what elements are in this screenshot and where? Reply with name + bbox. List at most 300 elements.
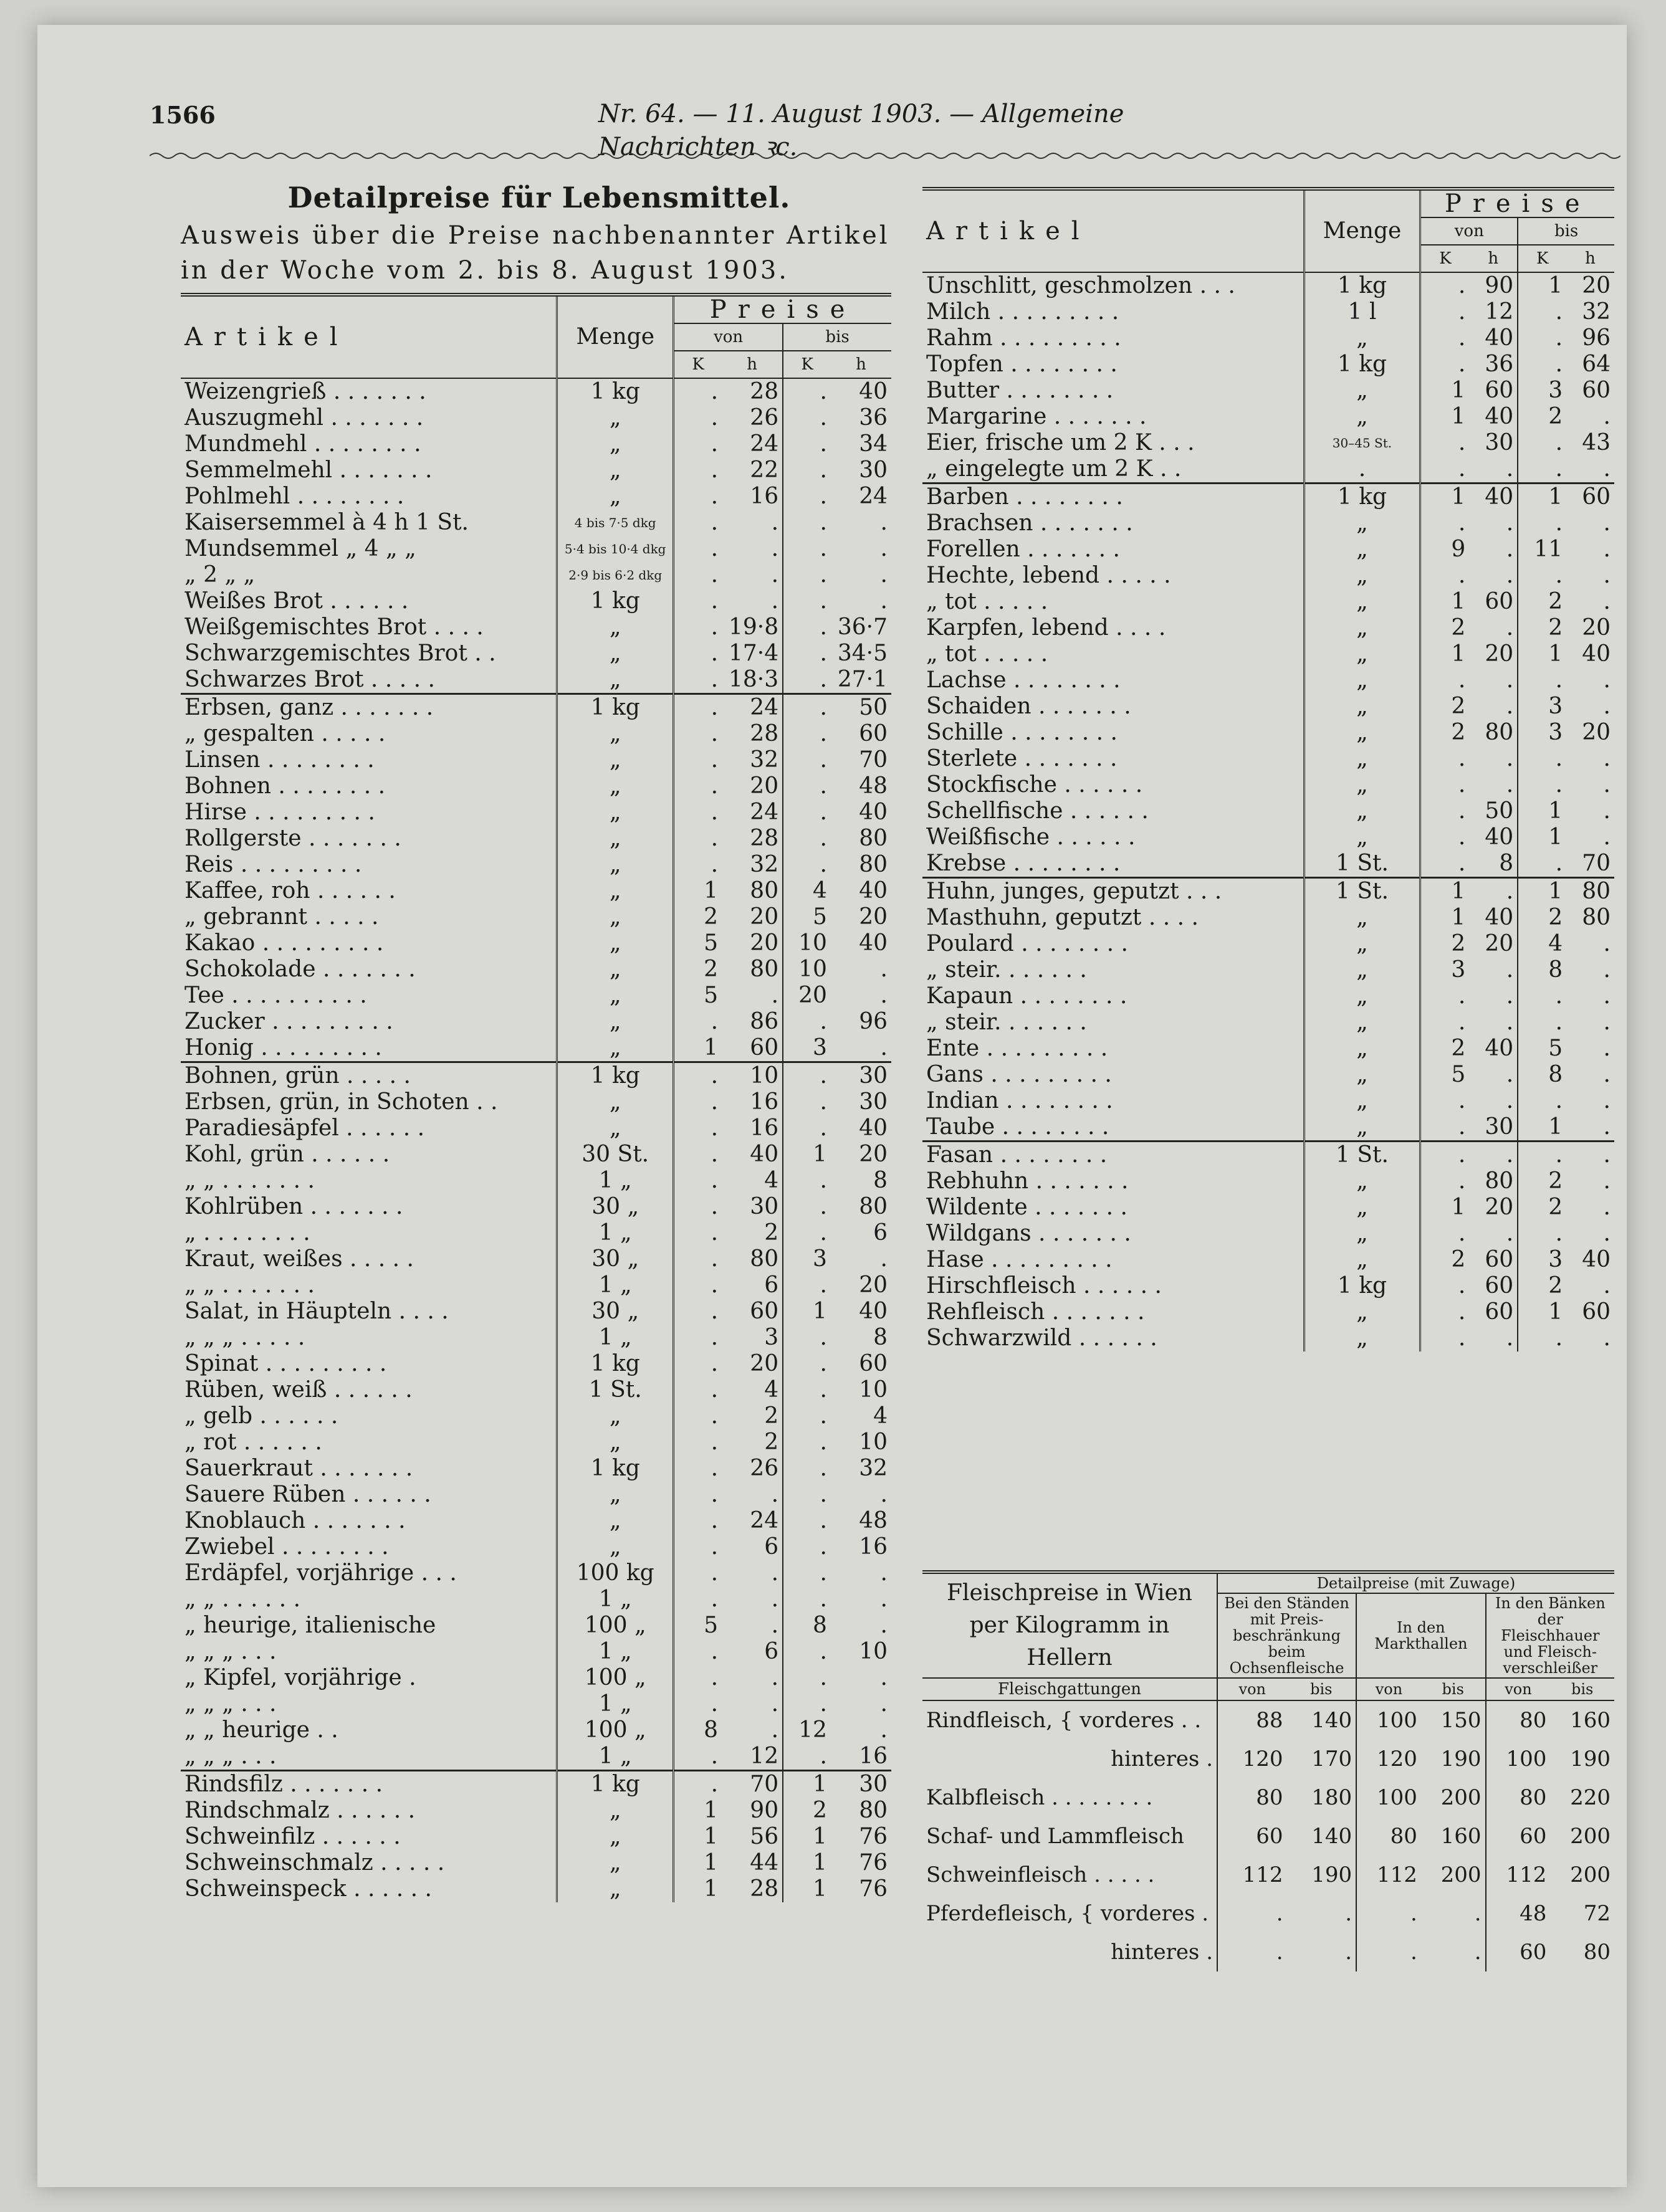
- table-row: [922, 851, 1614, 878]
- row-von-h: 20: [1469, 641, 1518, 667]
- row-artikel: Weißes Brot . . . . . .: [181, 588, 557, 614]
- meat-col-gattung: Fleischgattungen: [922, 1678, 1217, 1700]
- row-bis-h: .: [1603, 510, 1611, 536]
- row-von-h: 86: [722, 1009, 783, 1035]
- right-table-body: [922, 272, 1614, 1352]
- row-bis-h: .: [1603, 1325, 1611, 1351]
- row-von-h: 2: [722, 1220, 783, 1246]
- row-von-k: .: [1458, 983, 1466, 1009]
- table-row: [181, 484, 891, 510]
- table-row: [181, 1351, 891, 1377]
- row-von-h: 4: [722, 1377, 783, 1403]
- col-h: h: [1469, 245, 1518, 272]
- row-menge: „: [1304, 746, 1420, 772]
- meat-detail-head: Detailpreise (mit Zuwage): [1217, 1572, 1614, 1593]
- row-menge: „: [557, 1035, 674, 1062]
- row-menge: „: [557, 614, 674, 641]
- row-menge: 1 St.: [1304, 851, 1420, 878]
- meat-price: .: [1287, 1894, 1357, 1933]
- table-row: [922, 878, 1614, 905]
- row-artikel: „ gelb . . . . . .: [181, 1403, 557, 1429]
- row-menge: „: [1304, 1062, 1420, 1088]
- row-von-k: .: [1458, 798, 1466, 824]
- row-artikel: Pohlmehl . . . . . . . .: [181, 484, 557, 510]
- row-artikel: Lachse . . . . . . . .: [922, 667, 1304, 694]
- table-row: [181, 1560, 891, 1586]
- row-artikel: Kohlrüben . . . . . . .: [181, 1194, 557, 1220]
- row-bis-k: .: [820, 1665, 827, 1690]
- col-bis: bis: [783, 323, 891, 351]
- row-bis-h: 70: [1582, 851, 1611, 876]
- row-menge: „: [1304, 824, 1420, 851]
- row-von-k: .: [711, 1429, 719, 1455]
- row-menge: „: [557, 1534, 674, 1560]
- row-menge: „: [557, 1403, 674, 1429]
- table-row: [181, 510, 891, 536]
- table-row: [181, 1272, 891, 1299]
- row-artikel: „ steir. . . . . . .: [922, 957, 1304, 983]
- row-bis-k: .: [820, 1508, 827, 1533]
- row-artikel: Barben . . . . . . . .: [922, 484, 1304, 511]
- row-bis-h: 20: [1582, 720, 1611, 745]
- row-von-k: 2: [704, 956, 719, 982]
- meat-price: 220: [1570, 1785, 1611, 1810]
- row-bis-h: .: [1603, 404, 1611, 429]
- row-von-k: .: [1458, 299, 1466, 325]
- row-von-h: 24: [722, 799, 783, 826]
- row-artikel: Rindschmalz . . . . . .: [181, 1798, 557, 1824]
- row-menge: „: [557, 405, 674, 431]
- table-row: [181, 405, 891, 431]
- meat-price: .: [1421, 1894, 1486, 1933]
- row-menge: „: [1304, 615, 1420, 641]
- table-row: [922, 1194, 1614, 1221]
- row-von-h: 20: [1469, 1194, 1518, 1221]
- meat-price: 112: [1376, 1862, 1417, 1887]
- row-bis-k: 5: [1548, 1036, 1563, 1061]
- row-von-k: 5: [704, 930, 719, 956]
- meat-gattung: Schaf- und Lammfleisch: [922, 1817, 1217, 1856]
- row-von-k: .: [711, 799, 719, 825]
- row-artikel: Stockfische . . . . . .: [922, 772, 1304, 798]
- meat-price: 100: [1376, 1708, 1417, 1733]
- row-artikel: Rebhuhn . . . . . . .: [922, 1168, 1304, 1194]
- row-bis-h: .: [880, 983, 888, 1008]
- row-von-h: 20: [722, 1351, 783, 1377]
- row-artikel: Erdäpfel, vorjährige . . .: [181, 1560, 557, 1586]
- row-bis-k: .: [820, 1220, 827, 1246]
- row-von-h: .: [1469, 536, 1518, 563]
- row-menge: „: [1304, 720, 1420, 746]
- row-von-h: 40: [1469, 905, 1518, 931]
- row-von-h: 6: [722, 1534, 783, 1560]
- row-von-h: 4: [722, 1168, 783, 1194]
- row-bis-k: .: [820, 1534, 827, 1560]
- table-row: [922, 589, 1614, 615]
- row-von-h: 40: [1469, 1036, 1518, 1062]
- row-von-k: 2: [1451, 615, 1466, 641]
- row-bis-k: 2: [1548, 1273, 1563, 1299]
- row-artikel: „ heurige, italienische: [181, 1613, 557, 1639]
- row-artikel: Hase . . . . . . . . .: [922, 1247, 1304, 1273]
- row-von-h: .: [1469, 772, 1518, 798]
- col-k: K: [1420, 245, 1469, 272]
- row-von-k: .: [711, 1691, 719, 1717]
- row-von-h: .: [1469, 1221, 1518, 1247]
- row-bis-k: .: [820, 614, 827, 640]
- table-row: [922, 1273, 1614, 1299]
- col-k: K: [674, 351, 722, 378]
- row-von-k: .: [711, 1325, 719, 1350]
- row-menge: „: [557, 1429, 674, 1456]
- row-von-k: .: [711, 1115, 719, 1141]
- row-bis-k: .: [820, 852, 827, 877]
- row-menge: 100 „: [557, 1717, 674, 1743]
- row-bis-k: .: [820, 405, 827, 431]
- row-bis-h: 40: [859, 799, 888, 825]
- row-von-h: .: [722, 983, 783, 1009]
- row-von-k: .: [711, 667, 719, 692]
- row-bis-k: .: [820, 1403, 827, 1429]
- row-artikel: Knoblauch . . . . . . .: [181, 1508, 557, 1534]
- row-menge: „: [1304, 1168, 1420, 1194]
- row-menge: 1 „: [557, 1639, 674, 1665]
- row-von-h: 28: [722, 378, 783, 405]
- row-bis-k: .: [1555, 325, 1563, 351]
- row-menge: 1 „: [557, 1743, 674, 1771]
- table-row: [922, 1168, 1614, 1194]
- row-artikel: Huhn, junges, geputzt . . .: [922, 878, 1304, 905]
- row-von-h: 22: [722, 457, 783, 484]
- row-bis-h: 30: [859, 1089, 888, 1115]
- row-bis-h: 60: [1582, 1299, 1611, 1325]
- row-artikel: Semmelmehl . . . . . . .: [181, 457, 557, 484]
- row-von-h: 50: [1469, 798, 1518, 824]
- row-artikel: Schwarzgemischtes Brot . .: [181, 641, 557, 667]
- col-von: von: [674, 323, 783, 351]
- row-bis-k: 2: [1548, 905, 1563, 930]
- row-bis-h: 76: [859, 1850, 888, 1876]
- row-bis-h: .: [1603, 1009, 1611, 1035]
- row-von-h: 40: [1469, 824, 1518, 851]
- row-menge: „: [1304, 667, 1420, 694]
- row-menge: „: [557, 431, 674, 457]
- row-von-h: 3: [722, 1325, 783, 1351]
- row-von-k: .: [711, 1168, 719, 1193]
- row-bis-h: 24: [859, 484, 888, 509]
- row-von-h: .: [1469, 667, 1518, 694]
- row-menge: 1 St.: [1304, 878, 1420, 905]
- row-von-k: 5: [704, 1613, 719, 1638]
- row-bis-k: .: [820, 1115, 827, 1141]
- table-row: [922, 510, 1614, 536]
- row-bis-h: 20: [1582, 273, 1611, 298]
- row-bis-k: 1: [813, 1850, 827, 1876]
- row-von-k: 8: [704, 1717, 719, 1743]
- row-von-h: 32: [722, 852, 783, 878]
- row-bis-h: 96: [1582, 325, 1611, 351]
- row-von-h: 30: [722, 1194, 783, 1220]
- row-bis-k: 8: [1548, 1062, 1563, 1087]
- row-von-k: .: [711, 457, 719, 483]
- row-von-h: 24: [722, 694, 783, 722]
- row-menge: „: [557, 930, 674, 956]
- row-von-h: .: [1469, 1062, 1518, 1088]
- row-von-h: .: [1469, 1325, 1518, 1352]
- row-artikel: Rahm . . . . . . . . .: [922, 325, 1304, 351]
- table-row: [181, 930, 891, 956]
- row-bis-h: 48: [859, 1508, 888, 1533]
- row-bis-k: 3: [1548, 1247, 1563, 1272]
- row-bis-h: .: [1603, 1194, 1611, 1220]
- row-bis-h: .: [1603, 798, 1611, 824]
- row-bis-k: 2: [1548, 1194, 1563, 1220]
- row-bis-h: 80: [1566, 878, 1614, 905]
- table-row: [181, 1743, 891, 1771]
- row-menge: „: [1304, 510, 1420, 536]
- row-artikel: Weißgemischtes Brot . . . .: [181, 614, 557, 641]
- row-von-h: 80: [722, 1246, 783, 1272]
- row-bis-k: .: [820, 484, 827, 509]
- row-bis-k: 11: [1534, 536, 1563, 562]
- row-bis-k: .: [820, 1429, 827, 1455]
- row-von-k: .: [711, 1560, 719, 1586]
- row-bis-k: .: [1518, 1142, 1566, 1169]
- row-von-h: 28: [722, 1876, 783, 1902]
- meat-gattung: Pferdefleisch, { vorderes .: [922, 1894, 1217, 1933]
- table-row: [181, 667, 891, 694]
- row-artikel: Kraut, weißes . . . . .: [181, 1246, 557, 1272]
- row-bis-k: .: [820, 1586, 827, 1612]
- row-von-k: .: [1458, 273, 1466, 298]
- row-von-k: 1: [1451, 905, 1466, 930]
- row-bis-k: .: [1555, 1325, 1563, 1351]
- table-row: [181, 747, 891, 773]
- row-von-k: .: [1458, 1114, 1466, 1140]
- meat-price: 200: [1421, 1778, 1486, 1817]
- row-artikel: „ gespalten . . . . .: [181, 721, 557, 747]
- row-bis-k: .: [1555, 983, 1563, 1009]
- table-row: [922, 1894, 1614, 1933]
- row-bis-k: 1: [1548, 1299, 1563, 1325]
- row-von-h: 40: [1469, 404, 1518, 430]
- meat-price: 170: [1287, 1740, 1357, 1778]
- row-menge: „: [557, 1850, 674, 1876]
- table-row: [181, 1220, 891, 1246]
- row-bis-h: .: [1603, 983, 1611, 1009]
- row-bis-h: 20: [1582, 615, 1611, 641]
- table-row: [922, 563, 1614, 589]
- row-bis-h: 80: [859, 1194, 888, 1219]
- row-von-k: .: [711, 562, 719, 588]
- row-bis-h: 16: [859, 1534, 888, 1560]
- table-row: [922, 641, 1614, 667]
- row-von-k: .: [1458, 351, 1466, 377]
- row-menge: „: [557, 457, 674, 484]
- row-bis-k: 1: [1548, 824, 1563, 850]
- col-preise: Preise: [1420, 189, 1614, 217]
- row-artikel: Hirse . . . . . . . . .: [181, 799, 557, 826]
- table-row: [181, 1876, 891, 1902]
- row-von-h: .: [1469, 615, 1518, 641]
- meat-price: 160: [1570, 1708, 1611, 1733]
- row-artikel: Butter . . . . . . . .: [922, 378, 1304, 404]
- meat-col-von: von: [1217, 1678, 1287, 1700]
- row-bis-h: 76: [859, 1876, 888, 1902]
- row-von-k: .: [711, 1377, 719, 1403]
- table-row: [181, 1429, 891, 1456]
- row-von-k: 1: [1451, 378, 1466, 403]
- row-menge: 1 St.: [557, 1377, 674, 1403]
- row-menge: „: [557, 747, 674, 773]
- row-bis-k: .: [820, 799, 827, 825]
- row-bis-h: 80: [859, 826, 888, 851]
- row-bis-k: 1: [1548, 798, 1563, 824]
- row-bis-h: 60: [1566, 484, 1614, 511]
- table-row: [922, 1778, 1614, 1817]
- row-bis-k: 1: [813, 1824, 827, 1849]
- row-von-k: .: [711, 1089, 719, 1115]
- row-bis-h: 20: [859, 904, 888, 930]
- row-bis-h: 48: [859, 773, 888, 799]
- table-row: [922, 325, 1614, 351]
- meat-price: 190: [1421, 1740, 1486, 1778]
- row-von-h: .: [1469, 746, 1518, 772]
- table-row: [922, 1142, 1614, 1169]
- col-von: von: [1420, 217, 1518, 245]
- row-von-h: 80: [1469, 720, 1518, 746]
- row-menge: „: [557, 773, 674, 799]
- row-von-k: 2: [1451, 694, 1466, 719]
- row-von-h: 8: [1469, 851, 1518, 878]
- row-bis-h: 36·7: [837, 614, 888, 640]
- meat-price: 200: [1570, 1824, 1611, 1849]
- row-von-k: 1: [704, 1850, 719, 1876]
- row-bis-k: .: [783, 1062, 831, 1090]
- row-bis-k: .: [820, 1089, 827, 1115]
- row-von-k: 2: [1451, 1036, 1466, 1061]
- row-artikel: Schwarzes Brot . . . . .: [181, 667, 557, 694]
- row-von-k: .: [711, 1508, 719, 1533]
- table-row: [922, 1740, 1614, 1778]
- row-von-k: .: [1458, 746, 1466, 771]
- table-row: [181, 1115, 891, 1142]
- row-menge: „: [1304, 325, 1420, 351]
- meat-price: 80: [1390, 1824, 1417, 1849]
- row-menge: 1 kg: [557, 588, 674, 614]
- table-row: [181, 1089, 891, 1115]
- row-von-k: 1: [1451, 589, 1466, 614]
- table-row: [922, 905, 1614, 931]
- row-artikel: „ „ . . . . . .: [181, 1586, 557, 1613]
- row-artikel: Taube . . . . . . . .: [922, 1114, 1304, 1142]
- row-von-k: .: [711, 852, 719, 877]
- row-bis-k: 1: [1548, 641, 1563, 667]
- row-von-k: .: [711, 1351, 719, 1376]
- row-von-k: 3: [1451, 957, 1466, 983]
- row-menge: 1 „: [557, 1272, 674, 1299]
- meat-price: 190: [1287, 1856, 1357, 1894]
- table-row: [181, 694, 891, 722]
- table-row: [181, 1062, 891, 1090]
- row-bis-k: .: [820, 1482, 827, 1507]
- row-menge: „: [557, 878, 674, 904]
- row-von-h: .: [722, 510, 783, 536]
- row-artikel: Reis . . . . . . . . .: [181, 852, 557, 878]
- right-price-table: [922, 187, 1614, 1352]
- row-artikel: Schweinspeck . . . . . .: [181, 1876, 557, 1902]
- row-von-h: 12: [1469, 299, 1518, 325]
- row-artikel: Eier, frische um 2 K . . .: [922, 430, 1304, 456]
- table-row: [181, 799, 891, 826]
- row-bis-k: 1: [1548, 1114, 1563, 1140]
- row-menge: „: [1304, 1114, 1420, 1142]
- row-von-h: .: [722, 1482, 783, 1508]
- row-von-k: .: [711, 1665, 719, 1690]
- table-row: [181, 1586, 891, 1613]
- row-bis-k: .: [820, 1009, 827, 1034]
- row-von-k: .: [711, 1299, 719, 1324]
- row-von-h: 60: [1469, 1299, 1518, 1325]
- row-von-h: 40: [722, 1142, 783, 1168]
- table-row: [922, 404, 1614, 430]
- meat-col-von: von: [1486, 1678, 1551, 1700]
- table-row: [922, 983, 1614, 1009]
- page-number: 1566: [150, 101, 216, 129]
- table-row: [181, 878, 891, 904]
- table-row: [922, 430, 1614, 456]
- row-bis-k: .: [820, 1456, 827, 1481]
- table-row: [181, 614, 891, 641]
- row-von-k: .: [711, 431, 719, 457]
- row-von-h: 60: [1469, 1247, 1518, 1273]
- table-row: [181, 588, 891, 614]
- meat-price: 72: [1583, 1901, 1611, 1926]
- row-bis-h: .: [880, 956, 888, 982]
- row-menge: „: [557, 641, 674, 667]
- table-row: [922, 931, 1614, 957]
- row-von-k: 1: [1451, 1194, 1466, 1220]
- row-artikel: Margarine . . . . . . .: [922, 404, 1304, 430]
- row-von-h: .: [722, 1717, 783, 1743]
- meat-group-1: Bei den Ständen mit Preis-beschränkung beim Ochsenfleische: [1217, 1593, 1356, 1678]
- row-von-h: .: [722, 1586, 783, 1613]
- row-von-h: 70: [722, 1771, 783, 1798]
- row-bis-h: 40: [859, 930, 888, 956]
- meat-price: 88: [1256, 1708, 1283, 1733]
- table-row: [181, 852, 891, 878]
- row-menge: „: [1304, 798, 1420, 824]
- row-bis-k: .: [1555, 772, 1563, 798]
- row-bis-k: .: [1555, 746, 1563, 771]
- table-row: [181, 1246, 891, 1272]
- table-row: [922, 694, 1614, 720]
- row-menge: 1 l: [1304, 299, 1420, 325]
- row-von-k: 1: [704, 878, 719, 903]
- header-title: Nr. 64. — 11. August 1903. — Allgemeine Nachrichten ꝛc.: [598, 100, 1124, 161]
- row-von-k: 2: [704, 904, 719, 930]
- row-menge: „: [1304, 1194, 1420, 1221]
- row-menge: „: [557, 826, 674, 852]
- row-artikel: Paradiesäpfel . . . . . .: [181, 1115, 557, 1142]
- row-von-h: .: [722, 562, 783, 588]
- meat-price: 80: [1520, 1708, 1547, 1733]
- table-row: [922, 351, 1614, 378]
- meat-price: 120: [1242, 1747, 1283, 1771]
- row-artikel: Zucker . . . . . . . . .: [181, 1009, 557, 1035]
- meat-price: 48: [1520, 1901, 1547, 1926]
- row-bis-h: 10: [859, 1429, 888, 1455]
